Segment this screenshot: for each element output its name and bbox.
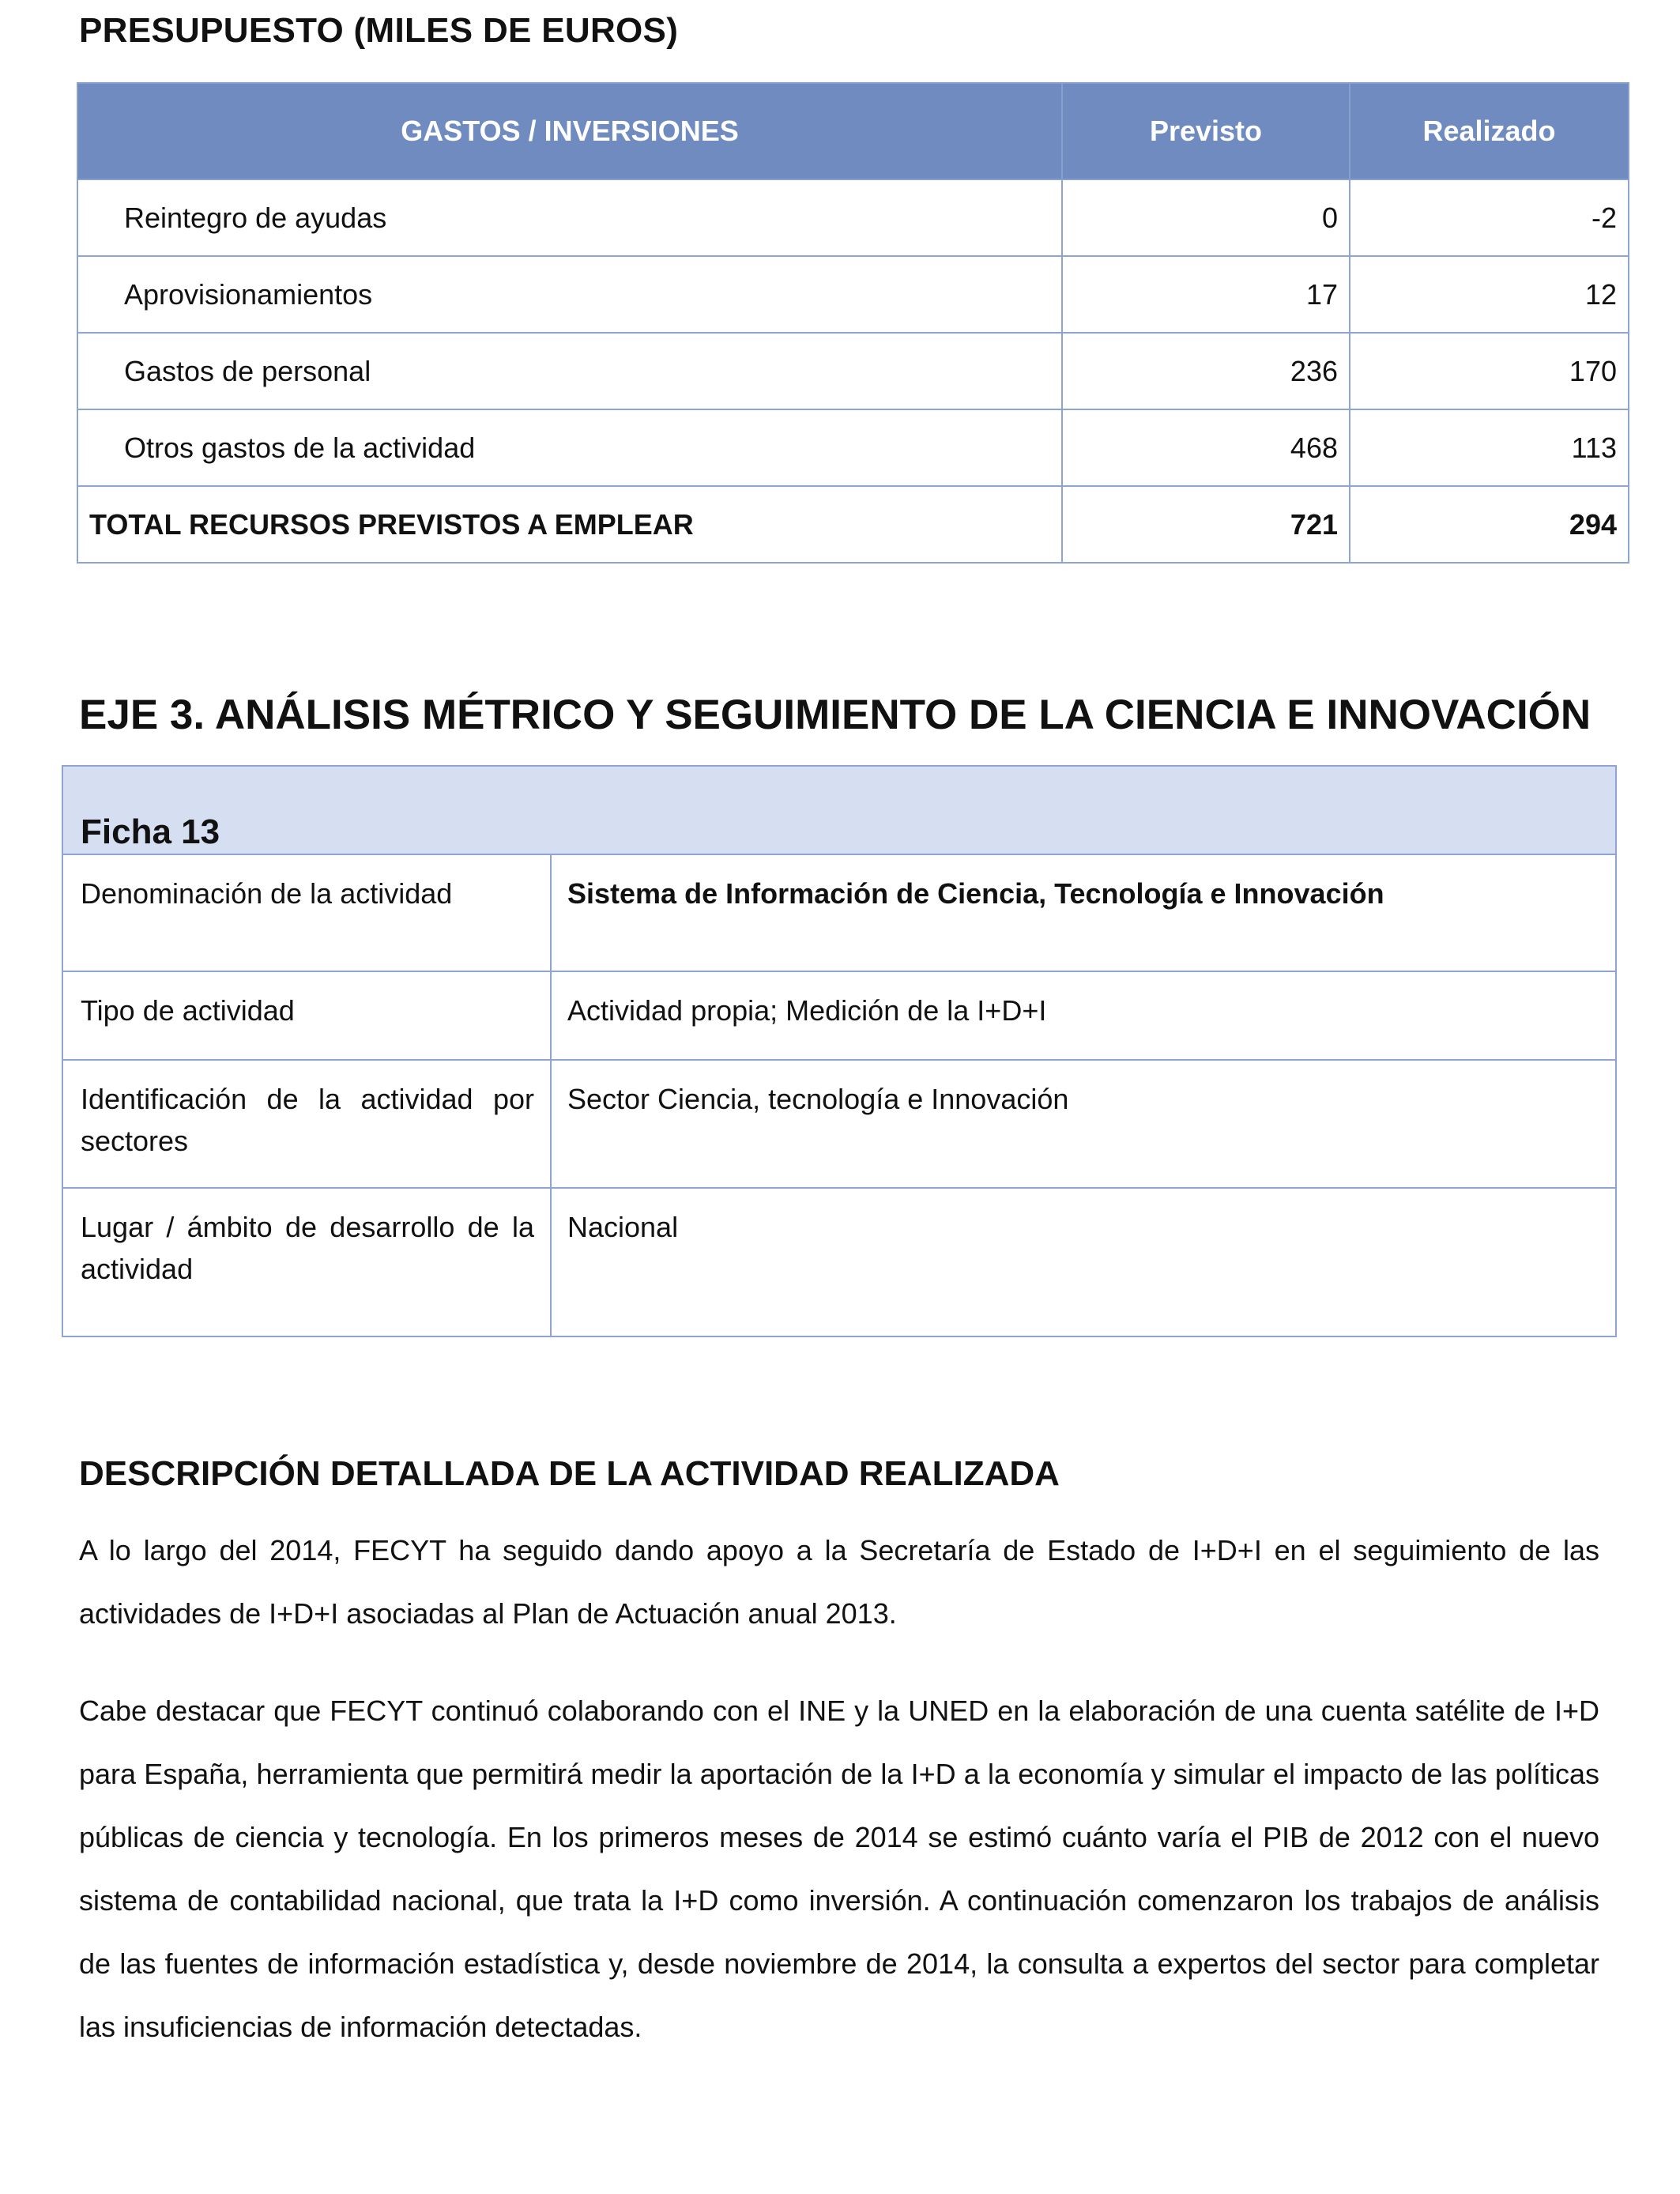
row-concept: Aprovisionamientos <box>77 256 1062 333</box>
ficha-label: Identificación de la actividad por sectores <box>63 1061 552 1187</box>
ficha-value: Sistema de Información de Ciencia, Tecnología e Innovación <box>567 877 1384 910</box>
ficha-label: Lugar / ámbito de desarrollo de la actividad <box>63 1189 552 1336</box>
budget-title: PRESUPUESTO (MILES DE EUROS) <box>79 11 679 50</box>
ficha-label: Tipo de actividad <box>63 972 552 1059</box>
budget-header-row <box>77 83 1629 179</box>
ficha-row-tipo <box>63 972 1615 1061</box>
row-planned: 17 <box>1062 256 1350 333</box>
header-actual: Realizado <box>1350 83 1629 179</box>
table-row <box>77 409 1629 486</box>
table-row <box>77 333 1629 409</box>
ficha-header <box>63 767 1615 855</box>
ficha-row-sectores <box>63 1061 1615 1189</box>
row-concept: Gastos de personal <box>77 333 1062 409</box>
row-planned: 0 <box>1062 179 1350 256</box>
ficha-label: Denominación de la actividad <box>63 855 552 971</box>
row-actual: 12 <box>1350 256 1629 333</box>
total-concept: TOTAL RECURSOS PREVISTOS A EMPLEAR <box>77 486 1062 563</box>
ficha-row-denominacion <box>63 855 1615 972</box>
row-concept: Otros gastos de la actividad <box>77 409 1062 486</box>
total-planned: 721 <box>1062 486 1350 563</box>
description-paragraph: Cabe destacar que FECYT continuó colaborando con el INE y la UNED en la elaboración de una cuenta satélite de I+D para España, herramienta que permitirá medir la aportación de la I+D a la economía y simular el impacto de las políticas públicas de ciencia y tecnología. En los primeros meses de 2014 se estimó cuánto varía el PIB de 2012 con el nuevo sistema de contabilidad nacional, que trata la I+D como inversión. A continuación comenzaron los trabajos de análisis de las fuentes de información estadística y, desde noviembre de 2014, la consulta a expertos del sector para completar las insuficiencias de información detectadas. <box>79 1695 1599 2043</box>
ficha-value: Nacional <box>567 1211 679 1243</box>
description-title: DESCRIPCIÓN DETALLADA DE LA ACTIVIDAD REALIZADA <box>79 1454 1060 1493</box>
ficha-value: Actividad propia; Medición de la I+D+I <box>567 994 1047 1027</box>
total-actual: 294 <box>1350 486 1629 563</box>
row-concept: Reintegro de ayudas <box>77 179 1062 256</box>
row-planned: 236 <box>1062 333 1350 409</box>
description-paragraph: A lo largo del 2014, FECYT ha seguido dando apoyo a la Secretaría de Estado de I+D+I en el seguimiento de las actividades de I+D+I asociadas al Plan de Actuación anual 2013. <box>79 1534 1599 1630</box>
total-row <box>77 486 1629 563</box>
row-actual: 170 <box>1350 333 1629 409</box>
eje-title: EJE 3. ANÁLISIS MÉTRICO Y SEGUIMIENTO DE LA CIENCIA E INNOVACIÓN <box>79 692 1591 738</box>
header-planned: Previsto <box>1062 83 1350 179</box>
budget-table <box>77 82 1629 564</box>
row-actual: -2 <box>1350 179 1629 256</box>
header-concept: GASTOS / INVERSIONES <box>77 83 1062 179</box>
ficha-value: Sector Ciencia, tecnología e Innovación <box>567 1083 1069 1115</box>
ficha-table <box>62 765 1617 1337</box>
row-planned: 468 <box>1062 409 1350 486</box>
row-actual: 113 <box>1350 409 1629 486</box>
ficha-title: Ficha 13 <box>81 812 220 851</box>
ficha-row-lugar <box>63 1189 1615 1336</box>
table-row <box>77 179 1629 256</box>
table-row <box>77 256 1629 333</box>
